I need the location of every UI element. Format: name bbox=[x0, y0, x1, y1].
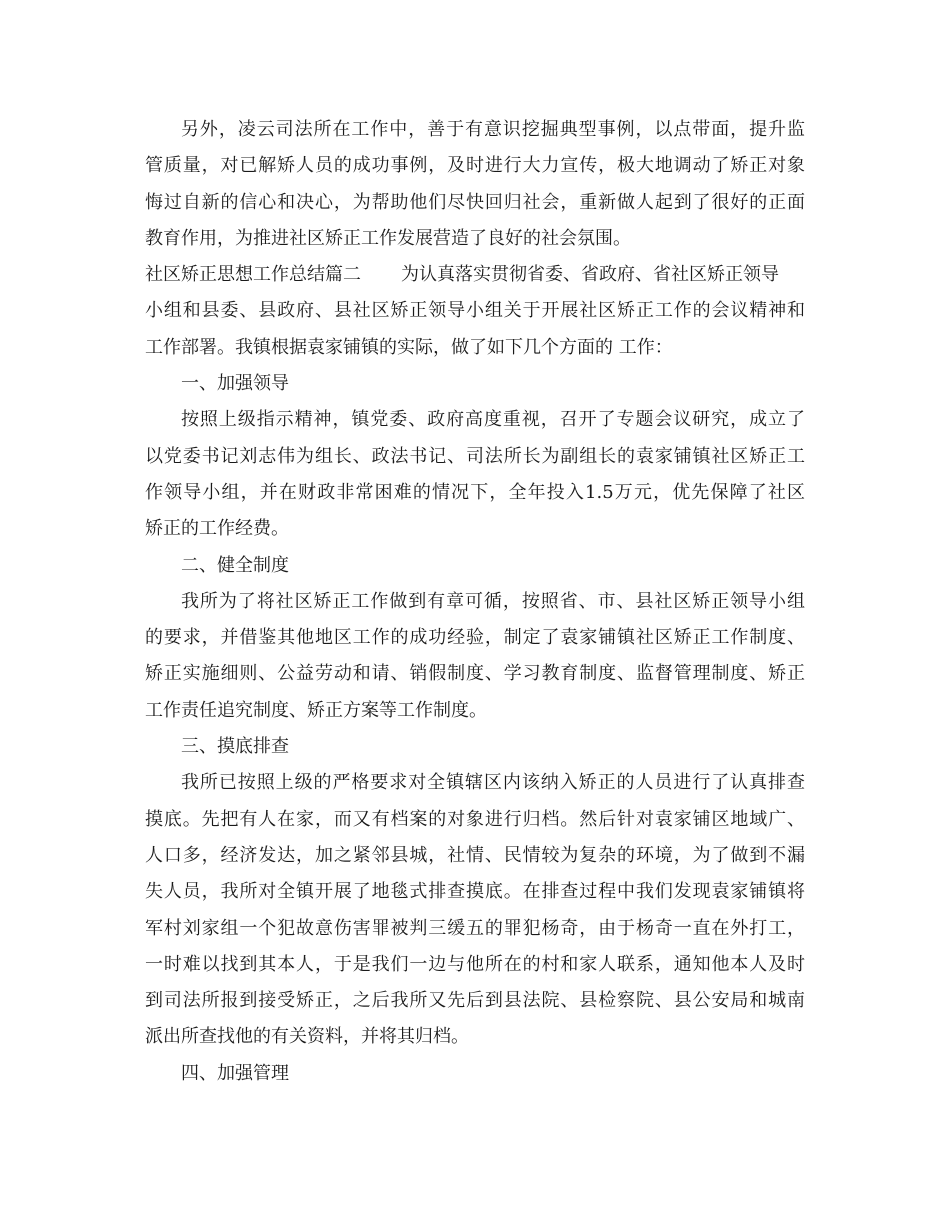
paragraph-4 bbox=[145, 584, 805, 729]
text-line: 作领导小组，并在财政非常困难的情况下，全年投入1.5万元，优先保障了社区 bbox=[145, 481, 805, 503]
text-line: 失人员，我所对全镇开展了地毯式排查摸底。在排查过程中我们发现袁家铺镇将 bbox=[145, 881, 805, 903]
text-line: 管质量，对已解矫人员的成功事例，及时进行大力宣传，极大地调动了矫正对象 bbox=[145, 155, 805, 177]
document-body bbox=[145, 112, 805, 1092]
heading-strengthen-management: 四、加强管理 bbox=[181, 1062, 289, 1084]
heading-strengthen-leadership: 一、加强领导 bbox=[181, 373, 289, 395]
text-line: 我所已按照上级的严格要求对全镇辖区内该纳入矫正的人员进行了认真排查 bbox=[181, 772, 805, 794]
text-line: 工作部署。我镇根据袁家铺镇的实际，做了如下几个方面的 工作： bbox=[145, 336, 673, 358]
text-line: 派出所查找他的有关资料，并将其归档。 bbox=[145, 1026, 469, 1048]
text-line: 的要求，并借鉴其他地区工作的成功经验，制定了袁家铺镇社区矫正工作制度、 bbox=[145, 627, 805, 649]
text-line: 一时难以找到其本人，于是我们一边与他所在的村和家人联系，通知他本人及时 bbox=[145, 953, 805, 975]
text-line: 矫正的工作经费。 bbox=[145, 518, 289, 540]
paragraph-5 bbox=[145, 765, 805, 1055]
text-line: 人口多，经济发达，加之紧邻县城，社情、民情较为复杂的环境，为了做到不漏 bbox=[145, 844, 805, 866]
text-line: 到司法所报到接受矫正，之后我所又先后到县法院、县检察院、县公安局和城南 bbox=[145, 990, 805, 1012]
text-line: 小组和县委、县政府、县社区矫正领导小组关于开展社区矫正工作的会议精神和 bbox=[145, 300, 805, 322]
text-segment: 为认真落实贯彻省委、省政府、省社区矫正领导 bbox=[401, 264, 779, 286]
text-line: 军村刘家组一个犯故意伤害罪被判三缓五的罪犯杨奇，由于杨奇一直在外打工， bbox=[145, 917, 805, 939]
paragraph-3 bbox=[145, 402, 805, 547]
heading-improve-system: 二、健全制度 bbox=[181, 554, 289, 576]
text-line: 工作责任追究制度、矫正方案等工作制度。 bbox=[145, 699, 487, 721]
text-line: 另外，凌云司法所在工作中，善于有意识挖掘典型事例，以点带面，提升监 bbox=[181, 119, 805, 140]
title-line bbox=[145, 257, 805, 293]
text-line: 按照上级指示精神，镇党委、政府高度重视，召开了专题会议研究，成立了 bbox=[181, 409, 805, 431]
paragraph-2 bbox=[145, 257, 805, 366]
text-line: 我所为了将社区矫正工作做到有章可循，按照省、市、县社区矫正领导小组 bbox=[181, 590, 805, 612]
text-line: 悔过自新的信心和决心，为帮助他们尽快回归社会，重新做人起到了很好的正面 bbox=[145, 191, 805, 213]
text-line: 教育作用，为推进社区矫正工作发展营造了良好的社会氛围。 bbox=[145, 227, 631, 249]
text-line: 以党委书记刘志伟为组长、政法书记、司法所长为副组长的袁家铺镇社区矫正工 bbox=[145, 445, 805, 467]
heading-investigation: 三、摸底排查 bbox=[181, 736, 289, 758]
paragraph-1 bbox=[145, 112, 805, 257]
section-title: 社区矫正思想工作总结篇二 bbox=[145, 264, 361, 286]
text-line: 摸底。先把有人在家，而又有档案的对象进行归档。然后针对袁家铺区地域广、 bbox=[145, 808, 805, 830]
text-line: 矫正实施细则、公益劳动和请、销假制度、学习教育制度、监督管理制度、矫正 bbox=[145, 663, 805, 685]
